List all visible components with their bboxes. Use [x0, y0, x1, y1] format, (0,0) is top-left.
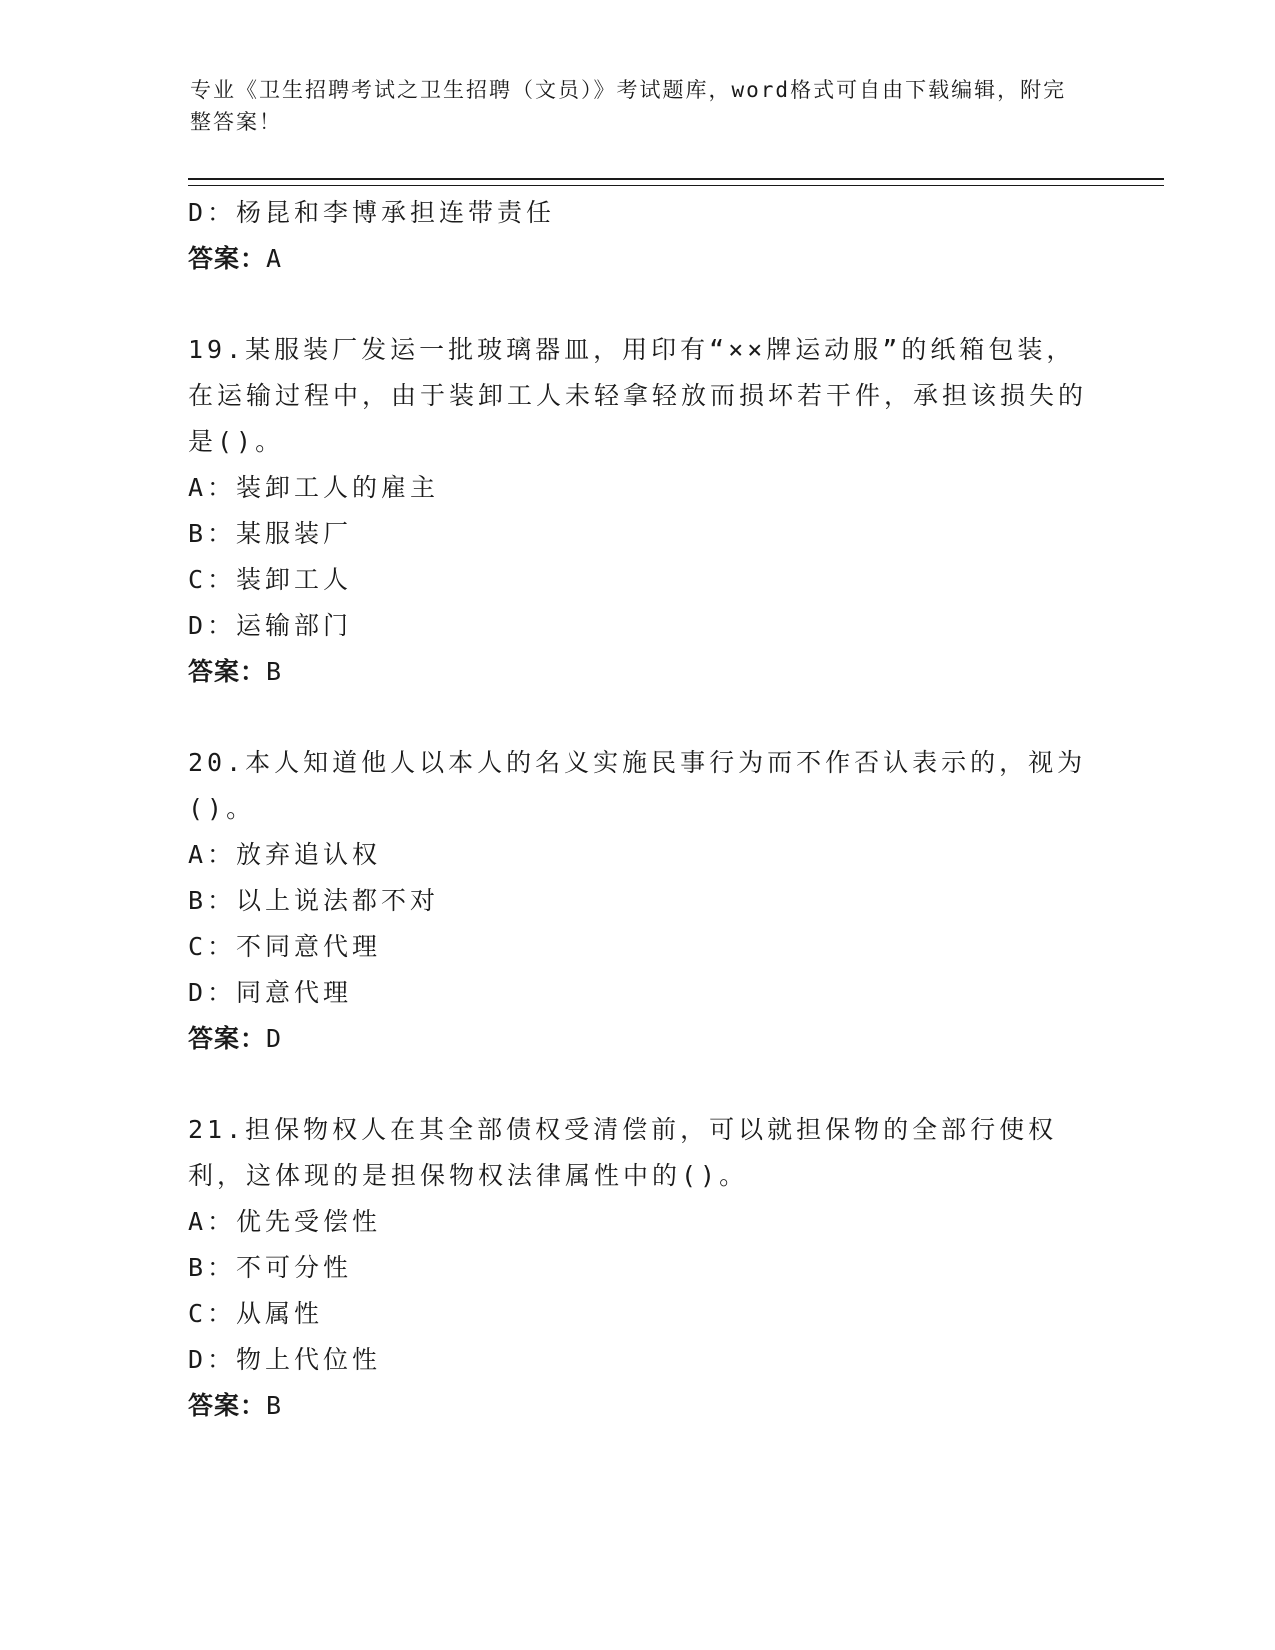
- question-19: [188, 327, 1088, 695]
- document-body: [188, 190, 1088, 1429]
- option-c: C：从属性: [188, 1299, 324, 1328]
- answer-label: 答案：: [188, 657, 267, 686]
- option-b: B：以上说法都不对: [188, 886, 440, 915]
- answer: [188, 1383, 1088, 1429]
- question-text: 20.本人知道他人以本人的名义实施民事行为而不作否认表示的，视为()。: [188, 748, 1087, 823]
- answer-value: D: [266, 1024, 283, 1053]
- answer-value: B: [266, 657, 283, 686]
- question-21: [188, 1107, 1088, 1429]
- answer-value: A: [266, 244, 283, 273]
- option-d: D：运输部门: [188, 611, 353, 640]
- option-c: C：不同意代理: [188, 932, 382, 961]
- question-text: 19.某服装厂发运一批玻璃器皿，用印有“××牌运动服”的纸箱包装，在运输过程中，由于装卸工人未轻拿轻放而损坏若干件，承担该损失的是()。: [188, 335, 1088, 456]
- answer: [188, 649, 1088, 695]
- option-b: B：某服装厂: [188, 519, 353, 548]
- option-b: B：不可分性: [188, 1253, 353, 1282]
- option-d: D：同意代理: [188, 978, 353, 1007]
- answer-label: 答案：: [188, 244, 267, 273]
- question-20: [188, 740, 1088, 1062]
- page-header: 专业《卫生招聘考试之卫生招聘（文员）》考试题库，word格式可自由下载编辑，附完整答案！: [190, 78, 1067, 134]
- option-a: A：放弃追认权: [188, 840, 382, 869]
- option-a: A：装卸工人的雇主: [188, 473, 440, 502]
- header-divider: [188, 178, 1164, 186]
- answer-value: B: [266, 1391, 283, 1420]
- prev-option-d: D：杨昆和李博承担连带责任: [188, 198, 556, 227]
- answer-label: 答案：: [188, 1391, 267, 1420]
- option-a: A：优先受偿性: [188, 1207, 382, 1236]
- answer: [188, 1016, 1088, 1062]
- question-text: 21.担保物权人在其全部债权受清偿前，可以就担保物的全部行使权利，这体现的是担保物权法律属性中的()。: [188, 1115, 1058, 1190]
- answer-label: 答案：: [188, 1024, 267, 1053]
- option-c: C：装卸工人: [188, 565, 353, 594]
- option-d: D：物上代位性: [188, 1345, 382, 1374]
- prev-answer: [188, 236, 1088, 282]
